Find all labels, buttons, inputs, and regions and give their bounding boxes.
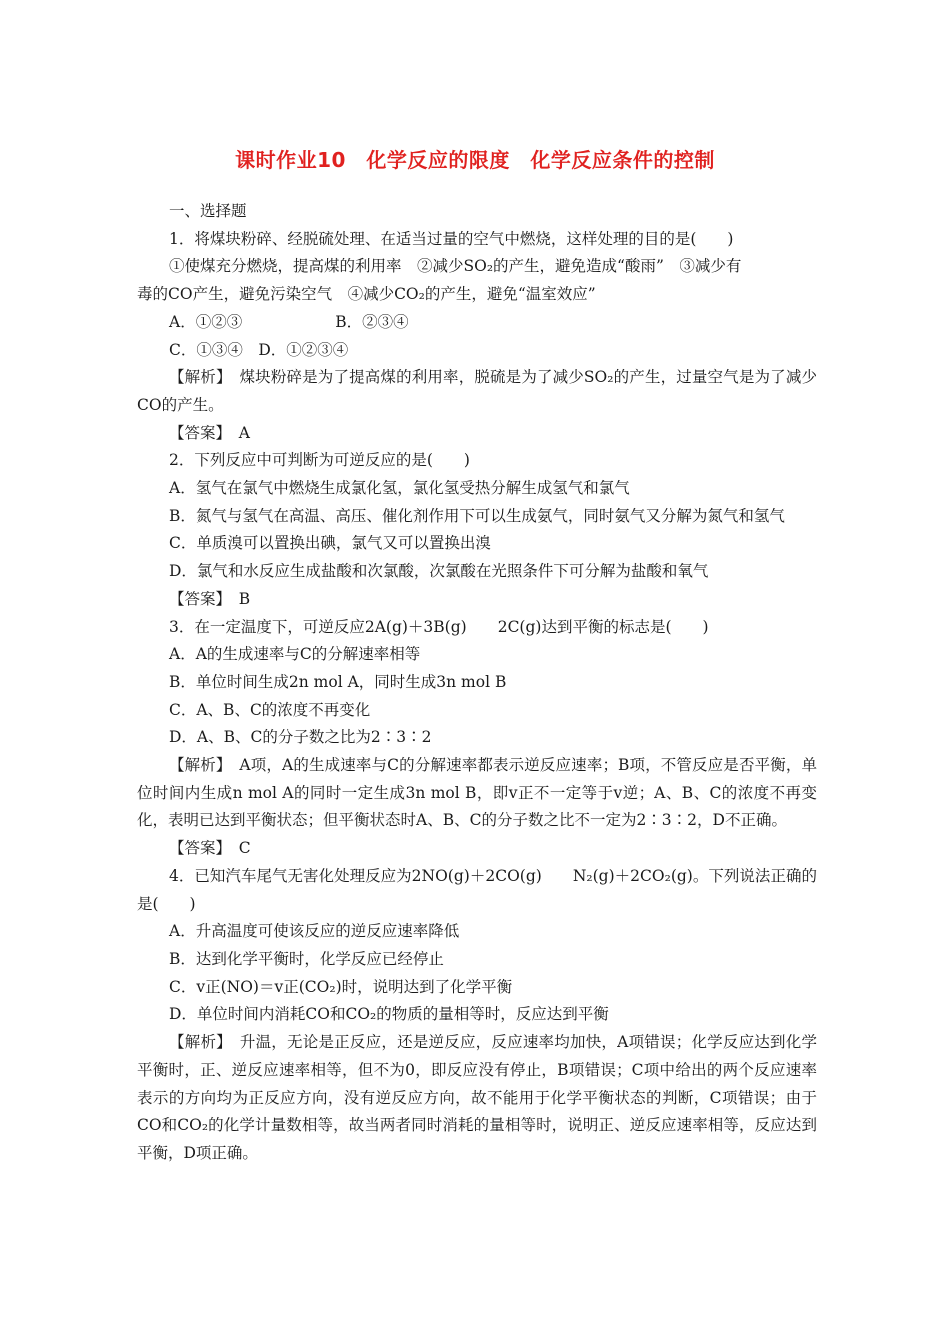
question-3-option-a: A．A的生成速率与C的分解速率相等 [169, 645, 421, 664]
analysis-label: 【解析】 [169, 756, 224, 775]
question-2-option-d: D．氯气和水反应生成盐酸和次氯酸，次氯酸在光照条件下可分解为盐酸和氧气 [169, 562, 709, 581]
question-3-option-c: C．A、B、C的浓度不再变化 [169, 700, 371, 719]
answer-label: 【答案】 [169, 423, 224, 442]
question-1-options-cd: C．①③④ D．①②③④ [169, 340, 349, 359]
question-4-option-b: B．达到化学平衡时，化学反应已经停止 [169, 949, 444, 968]
section-heading: 一、选择题 [169, 202, 247, 220]
question-1-stem: 1．将煤块粉碎、经脱硫处理、在适当过量的空气中燃烧，这样处理的目的是( ) [169, 229, 734, 248]
analysis-label: 【解析】 [169, 1033, 225, 1052]
question-4-option-c: C．v正(NO)＝v正(CO₂)时，说明达到了化学平衡 [169, 977, 513, 996]
question-4-option-d: D．单位时间内消耗CO和CO₂的物质的量相等时，反应达到平衡 [169, 1005, 609, 1024]
question-1-answer [137, 420, 817, 448]
analysis-text: 升温，无论是正反应，还是逆反应，反应速率均加快，A项错误；化学反应达到化学平衡时，正、逆反应速率相等，但不为0，即反应没有停止，B项错误；C项中给出的两个反应速率表示的方向均为正反应方向，没有逆反应方向，故不能用于化学平衡状态的判断，C项错误；由于CO和CO₂的化学计量数相等，故当两者同时消耗的量相等时，说明正、逆反应速率相等，反应达到平衡，D项正确。 [137, 1033, 817, 1162]
question-2-option-b: B．氮气与氢气在高温、高压、催化剂作用下可以生成氨气，同时氨气又分解为氮气和氢气 [169, 506, 785, 525]
answer-label: 【答案】 [169, 589, 224, 608]
analysis-label: 【解析】 [169, 368, 224, 387]
question-1-options-ab: A．①②③ B．②③④ [169, 312, 409, 331]
document-body [137, 198, 817, 1168]
question-4-analysis [137, 1029, 817, 1168]
question-3-analysis [137, 752, 817, 835]
question-2-option-a: A．氢气在氯气中燃烧生成氯化氢，氯化氢受热分解生成氢气和氯气 [169, 479, 630, 498]
question-2-stem: 2．下列反应中可判断为可逆反应的是( ) [169, 451, 470, 470]
question-3-answer [137, 835, 817, 863]
question-4-stem: 4．已知汽车尾气无害化处理反应为2NO(g)＋2CO(g) N₂(g)＋2CO₂(g)。下列说法正确的是( ) [137, 866, 817, 913]
question-3-option-d: D．A、B、C的分子数之比为2∶3∶2 [169, 728, 432, 747]
answer-value: C [223, 839, 251, 858]
page-title: 课时作业10 化学反应的限度 化学反应条件的控制 [235, 148, 715, 172]
question-1-statement-line1: ①使煤充分燃烧，提高煤的利用率 ②减少SO₂的产生，避免造成“酸雨” ③减少有 [169, 257, 742, 276]
analysis-text: 煤块粉碎是为了提高煤的利用率，脱硫是为了减少SO₂的产生，过量空气是为了减少CO的产生。 [137, 368, 817, 414]
analysis-text: A项，A的生成速率与C的分解速率都表示逆反应速率；B项，不管反应是否平衡，单位时间内生成n mol A的同时一定生成3n mol B，即v正不一定等于v逆；A、B、C的浓度不再变化，表明已达到平衡状态；但平衡状态时A、B、C的分子数之比不一定为2∶3∶2，D不正确。 [137, 756, 817, 830]
answer-label: 【答案】 [169, 839, 224, 858]
question-1-statement-line2: 毒的CO产生，避免污染空气 ④减少CO₂的产生，避免“温室效应” [137, 285, 596, 304]
question-2-answer [137, 586, 817, 614]
question-3-option-b: B．单位时间生成2n mol A，同时生成3n mol B [169, 672, 507, 691]
question-4-option-a: A．升高温度可使该反应的逆反应速率降低 [169, 922, 460, 941]
question-2-option-c: C．单质溴可以置换出碘，氯气又可以置换出溴 [169, 534, 491, 553]
question-3-stem: 3．在一定温度下，可逆反应2A(g)＋3B(g) 2C(g)达到平衡的标志是( ) [169, 617, 709, 636]
answer-value: A [223, 423, 250, 442]
answer-value: B [223, 589, 251, 608]
question-1-analysis [137, 364, 817, 419]
